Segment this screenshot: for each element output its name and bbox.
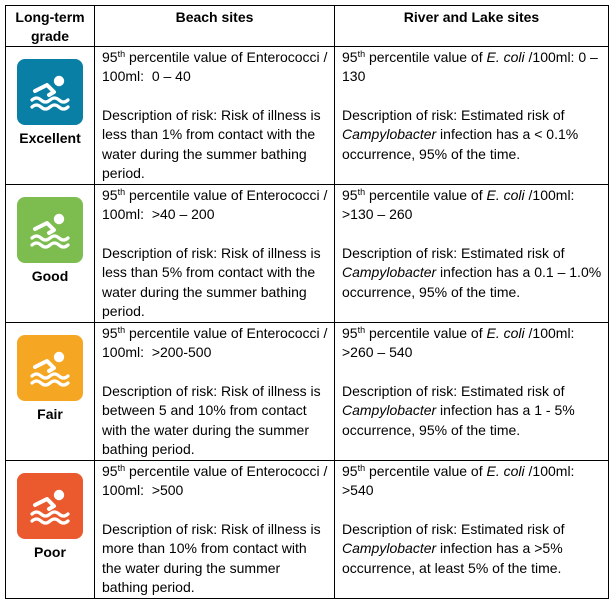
- river-risk-pre: Estimated risk of: [461, 244, 565, 261]
- percentile-suffix: th: [117, 463, 126, 473]
- grade-icon-box: [17, 335, 83, 401]
- grade-row-good: [6, 185, 609, 323]
- river-risk-mid: infection has a: [440, 540, 531, 557]
- river-metric-post: /100ml:: [528, 463, 575, 479]
- percentile-number: 95: [342, 187, 358, 203]
- percentile-suffix: th: [117, 187, 126, 197]
- swimmer-icon: [27, 486, 73, 526]
- ecoli-term: E. coli: [486, 325, 525, 341]
- beach-cell: [95, 185, 335, 323]
- campylobacter-term: Campylobacter: [342, 402, 437, 419]
- river-risk-mid: infection has a: [440, 126, 531, 143]
- river-risk-pre: Estimated risk of: [461, 382, 565, 399]
- beach-cell: [95, 47, 335, 185]
- river-risk-text: >5% occurrence, at least 5% of the time.: [342, 540, 563, 576]
- river-risk: [342, 244, 602, 302]
- river-risk-text: 0.1 – 1.0% occurrence, 95% of the time.: [342, 264, 602, 300]
- river-metric-pre: percentile value of: [368, 49, 483, 65]
- beach-range: >200-500: [151, 344, 212, 361]
- grade-cell: [6, 461, 95, 599]
- river-range: >540: [342, 482, 374, 499]
- river-risk-text: 1 - 5% occurrence, 95% of the time.: [342, 402, 575, 438]
- grade-label: Fair: [37, 406, 63, 422]
- grade-label: Good: [31, 268, 69, 284]
- river-cell: [335, 47, 609, 185]
- swimmer-icon: [27, 210, 73, 250]
- river-risk-mid: infection has a: [440, 402, 531, 419]
- risk-prefix: Description of risk:: [102, 244, 218, 261]
- beach-risk-text: Risk of illness is between 5 and 10% from contact with the water during the summer bathing period.: [102, 382, 321, 458]
- beach-range: >40 – 200: [151, 206, 215, 223]
- grade-icon-box: [17, 473, 83, 539]
- grade-cell: [6, 47, 95, 185]
- ecoli-term: E. coli: [486, 463, 525, 479]
- river-cell: [335, 185, 609, 323]
- grade-icon-box: [17, 59, 83, 125]
- river-cell: [335, 461, 609, 599]
- risk-prefix: Description of risk:: [342, 520, 458, 537]
- risk-prefix: Description of risk:: [342, 106, 458, 123]
- beach-metric: percentile value of Enterococci / 100ml:: [102, 325, 328, 361]
- river-risk: [342, 382, 602, 440]
- beach-risk: [102, 520, 328, 598]
- percentile-number: 95: [102, 49, 118, 65]
- beach-risk: [102, 106, 328, 184]
- beach-cell: [95, 461, 335, 599]
- beach-metric: percentile value of Enterococci / 100ml:: [102, 463, 328, 499]
- river-threshold: [342, 48, 602, 87]
- river-threshold: [342, 462, 602, 501]
- grade-label: Excellent: [19, 130, 81, 146]
- percentile-suffix: th: [357, 463, 366, 473]
- risk-prefix: Description of risk:: [102, 382, 218, 399]
- header-river: River and Lake sites: [335, 6, 609, 47]
- beach-metric: percentile value of Enterococci / 100ml:: [102, 49, 328, 85]
- river-metric-post: /100ml:: [528, 187, 575, 203]
- water-quality-grade-table: [5, 5, 609, 599]
- river-threshold: [342, 186, 602, 225]
- ecoli-term: E. coli: [486, 187, 525, 203]
- percentile-suffix: th: [117, 325, 126, 335]
- river-threshold: [342, 324, 602, 363]
- risk-prefix: Description of risk:: [102, 106, 218, 123]
- campylobacter-term: Campylobacter: [342, 264, 437, 281]
- river-range: >260 – 540: [342, 344, 413, 361]
- river-range: 0 – 130: [342, 49, 598, 85]
- percentile-suffix: th: [117, 49, 126, 59]
- percentile-suffix: th: [357, 49, 366, 59]
- river-risk-pre: Estimated risk of: [461, 520, 565, 537]
- percentile-number: 95: [102, 187, 118, 203]
- beach-threshold: [102, 462, 328, 501]
- river-risk-pre: Estimated risk of: [461, 106, 565, 123]
- percentile-suffix: th: [357, 187, 366, 197]
- river-metric-pre: percentile value of: [368, 325, 483, 341]
- beach-threshold: [102, 324, 328, 363]
- percentile-number: 95: [102, 463, 118, 479]
- beach-risk-text: Risk of illness is less than 5% from contact with the water during the summer bathing period.: [102, 244, 321, 320]
- swimmer-icon: [27, 348, 73, 388]
- beach-cell: [95, 323, 335, 461]
- river-risk: [342, 520, 602, 578]
- beach-risk: [102, 382, 328, 460]
- grade-row-fair: [6, 323, 609, 461]
- river-metric-post: /100ml:: [528, 325, 575, 341]
- river-cell: [335, 323, 609, 461]
- river-metric-pre: percentile value of: [368, 187, 483, 203]
- grade-cell: [6, 323, 95, 461]
- header-beach: Beach sites: [95, 6, 335, 47]
- grade-row-excellent: [6, 47, 609, 185]
- river-metric-post: /100ml:: [528, 49, 575, 65]
- grade-row-poor: [6, 461, 609, 599]
- river-metric-pre: percentile value of: [368, 463, 483, 479]
- grade-icon-box: [17, 197, 83, 263]
- risk-prefix: Description of risk:: [102, 520, 218, 537]
- header-row: [6, 6, 609, 47]
- river-risk-text: < 0.1% occurrence, 95% of the time.: [342, 126, 579, 162]
- header-grade: Long-term grade: [6, 6, 95, 47]
- percentile-number: 95: [342, 463, 358, 479]
- river-risk: [342, 106, 602, 164]
- risk-prefix: Description of risk:: [342, 244, 458, 261]
- beach-metric: percentile value of Enterococci / 100ml:: [102, 187, 328, 223]
- percentile-number: 95: [342, 325, 358, 341]
- beach-range: >500: [151, 482, 184, 499]
- campylobacter-term: Campylobacter: [342, 540, 437, 557]
- beach-threshold: [102, 186, 328, 225]
- river-range: >130 – 260: [342, 206, 413, 223]
- percentile-suffix: th: [357, 325, 366, 335]
- beach-threshold: [102, 48, 328, 87]
- campylobacter-term: Campylobacter: [342, 126, 437, 143]
- swimmer-icon: [27, 72, 73, 112]
- percentile-number: 95: [102, 325, 118, 341]
- beach-range: 0 – 40: [151, 68, 191, 85]
- beach-risk: [102, 244, 328, 322]
- beach-risk-text: Risk of illness is less than 1% from contact with the water during the summer bathing period.: [102, 106, 321, 182]
- river-risk-mid: infection has a: [440, 264, 531, 281]
- grade-label: Poor: [34, 544, 66, 560]
- grade-cell: [6, 185, 95, 323]
- percentile-number: 95: [342, 49, 358, 65]
- ecoli-term: E. coli: [486, 49, 525, 65]
- risk-prefix: Description of risk:: [342, 382, 458, 399]
- beach-risk-text: Risk of illness is more than 10% from contact with the water during the summer bathing period.: [102, 520, 321, 596]
